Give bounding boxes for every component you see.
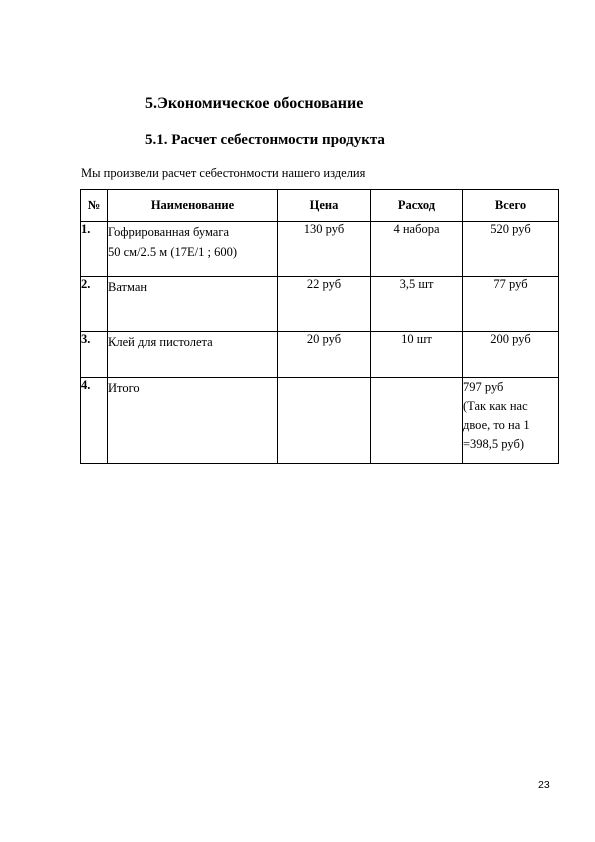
row-price: 22 руб — [278, 277, 371, 332]
cost-table — [80, 189, 559, 464]
row-qty: 3,5 шт — [371, 277, 463, 332]
header-qty: Расход — [371, 190, 463, 222]
row-total: 77 руб — [463, 277, 559, 332]
row-name — [108, 222, 278, 277]
row-price: 130 руб — [278, 222, 371, 277]
row-total — [463, 378, 559, 464]
row-total: 200 руб — [463, 332, 559, 378]
table-row — [81, 277, 559, 332]
row-qty-empty — [371, 378, 463, 464]
total-line: =398,5 руб) — [463, 437, 524, 451]
row-name: Клей для пистолета — [108, 332, 278, 378]
page-number: 23 — [538, 779, 550, 791]
row-number: 4. — [81, 378, 108, 464]
table-row — [81, 222, 559, 277]
row-price: 20 руб — [278, 332, 371, 378]
intro-paragraph: Мы произвели расчет себестонмости нашего изделия — [81, 166, 366, 180]
header-name: Наименование — [108, 190, 278, 222]
section-title: 5.Экономическое обоснование — [145, 95, 364, 112]
header-total: Всего — [463, 190, 559, 222]
row-total: 520 руб — [463, 222, 559, 277]
total-line: 797 руб — [463, 380, 504, 394]
row-number: 1. — [81, 222, 108, 277]
row-name: Ватман — [108, 277, 278, 332]
total-line: (Так как нас — [463, 399, 528, 413]
row-name-line: Гофрированная бумага — [108, 225, 230, 239]
row-name-line: 50 см/2.5 м (17Е/1 ; 600) — [108, 245, 237, 259]
row-qty: 10 шт — [371, 332, 463, 378]
row-qty: 4 набора — [371, 222, 463, 277]
row-price-empty — [278, 378, 371, 464]
total-line: двое, то на 1 — [463, 418, 530, 432]
header-price: Цена — [278, 190, 371, 222]
table-header-row — [81, 190, 559, 222]
row-name: Итого — [108, 378, 278, 464]
table-row — [81, 332, 559, 378]
table-row-total — [81, 378, 559, 464]
row-number: 2. — [81, 277, 108, 332]
row-number: 3. — [81, 332, 108, 378]
section-subtitle: 5.1. Расчет себестонмости продукта — [145, 132, 385, 148]
header-num: № — [81, 190, 108, 222]
